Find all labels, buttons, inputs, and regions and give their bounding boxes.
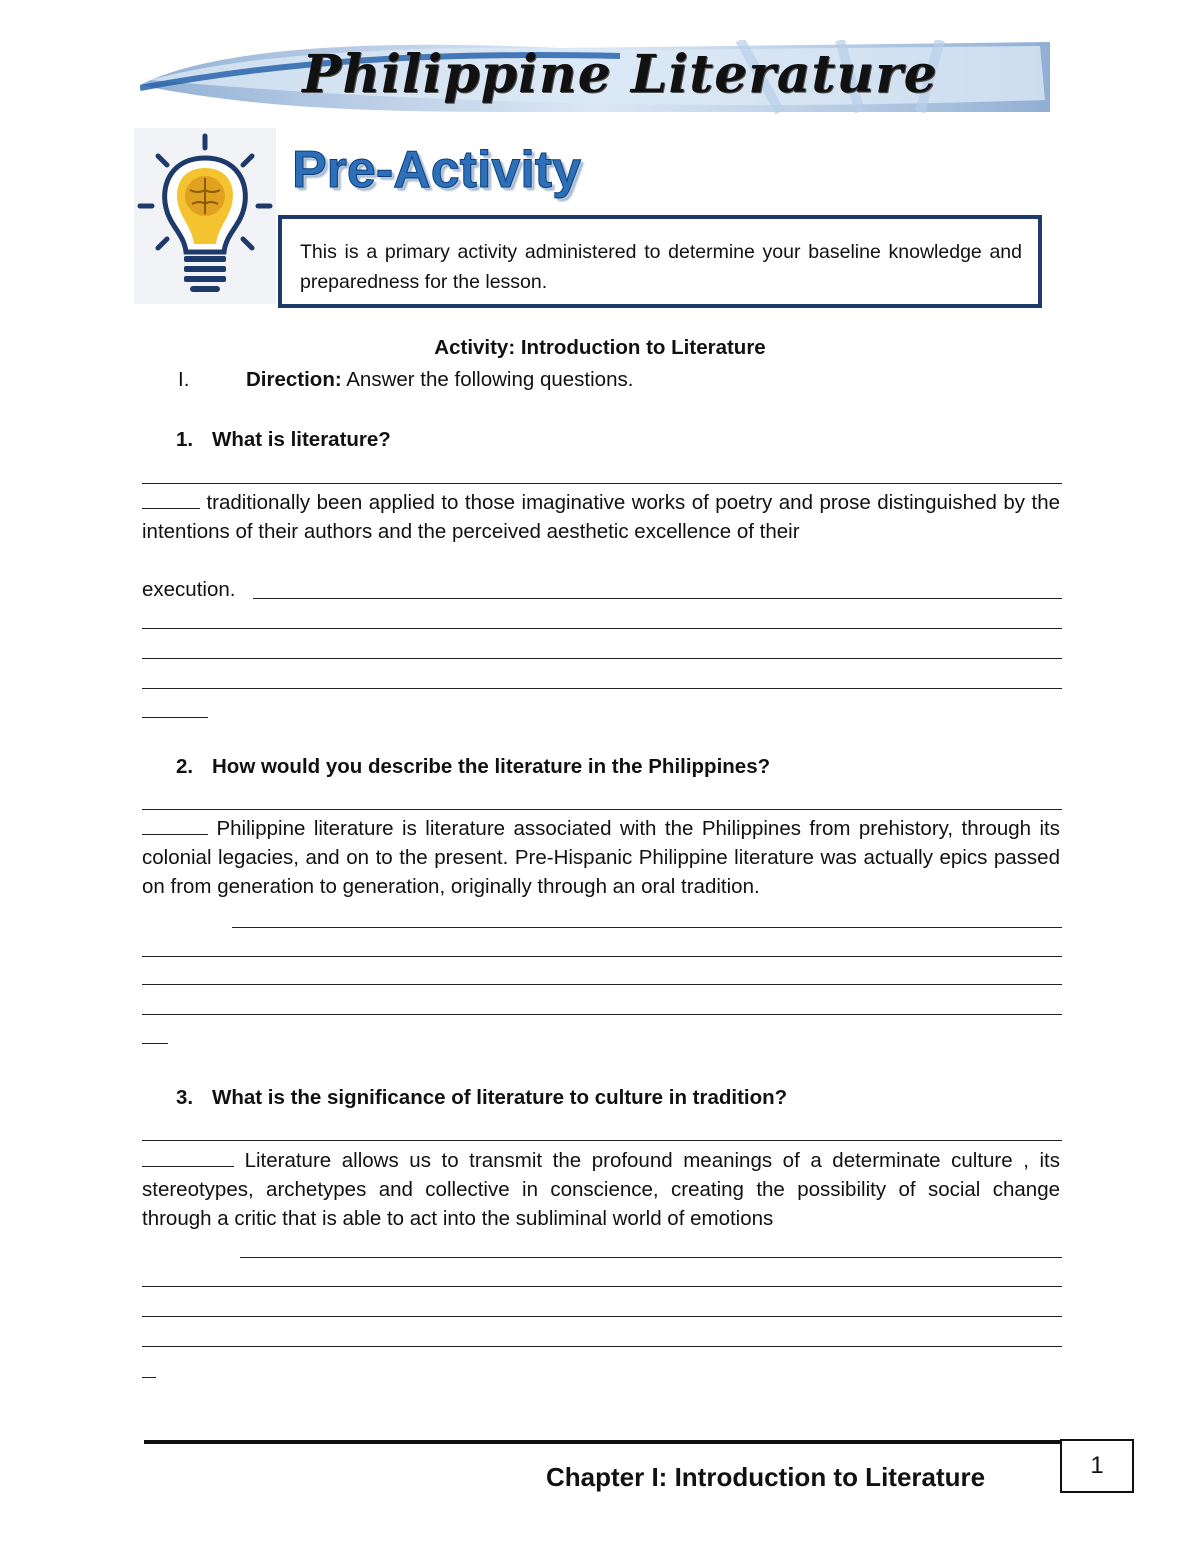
answer-rule — [240, 1257, 1062, 1258]
direction-roman: I. — [178, 368, 190, 391]
question-1 — [176, 428, 391, 452]
answer-2[interactable] — [142, 814, 1060, 901]
answer-rule — [232, 927, 1062, 928]
answer-rule — [142, 984, 1062, 985]
answer-text: Philippine literature is literature associated with the Philippines from prehistory, through its colonial legacies, and on to the present. Pre-Hispanic Philippine literature was actually epics passed on from generation to generation, originally through an oral tradition. — [142, 817, 1061, 898]
answer-blank — [142, 490, 200, 509]
direction-line — [178, 368, 633, 392]
answer-text: Literature allows us to transmit the profound meanings of a determinate culture , its stereotypes, archetypes and collective in conscience, creating the possibility of social change through a critic that is able to act into the subliminal world of emotions — [142, 1149, 1060, 1230]
question-number: 3. — [176, 1086, 194, 1109]
intro-text: This is a primary activity administered to determine your baseline knowledge and preparedness for the lesson. — [300, 241, 1022, 293]
activity-title: Activity: Introduction to Literature — [434, 336, 766, 359]
direction-label: Direction: — [246, 368, 342, 391]
answer-1[interactable] — [142, 488, 1060, 546]
question-number: 2. — [176, 755, 194, 778]
answer-rule — [142, 1346, 1062, 1347]
answer-rule — [142, 809, 1062, 810]
answer-rule — [142, 1043, 168, 1044]
answer-rule — [142, 688, 1062, 689]
answer-rule — [142, 1140, 1062, 1141]
answer-rule — [253, 598, 1062, 599]
question-3 — [176, 1086, 787, 1110]
question-text: What is literature? — [212, 428, 391, 451]
footer-rule — [144, 1440, 1060, 1444]
answer-rule — [142, 658, 1062, 659]
banner-title: Philippine Literature — [302, 44, 938, 105]
question-text: How would you describe the literature in the Philippines? — [212, 755, 771, 778]
answer-rule — [142, 717, 208, 718]
answer-rule — [142, 1316, 1062, 1317]
answer-rule — [142, 483, 1062, 484]
answer-3[interactable] — [142, 1146, 1060, 1233]
answer-rule — [142, 1377, 156, 1378]
answer-rule — [142, 1286, 1062, 1287]
direction-text: Answer the following questions. — [341, 368, 634, 391]
answer-text: execution. — [142, 578, 236, 601]
question-number: 1. — [176, 428, 194, 451]
lightbulb-brain-icon — [134, 128, 276, 304]
pre-activity-title: Pre-Activity — [292, 141, 581, 199]
answer-rule — [142, 1014, 1062, 1015]
answer-rule — [142, 956, 1062, 957]
page-number: 1 — [1060, 1439, 1134, 1493]
answer-1-cont — [142, 575, 1060, 604]
answer-blank — [142, 1148, 234, 1167]
question-text: What is the significance of literature to culture in tradition? — [212, 1086, 788, 1109]
answer-blank — [142, 816, 208, 835]
answer-rule — [142, 628, 1062, 629]
question-2 — [176, 755, 770, 779]
answer-text: traditionally been applied to those imaginative works of poetry and prose distinguished by the intentions of their authors and the perceived aesthetic excellence of their — [142, 491, 1060, 543]
footer-chapter: Chapter I: Introduction to Literature — [546, 1462, 986, 1492]
intro-box — [278, 215, 1042, 308]
